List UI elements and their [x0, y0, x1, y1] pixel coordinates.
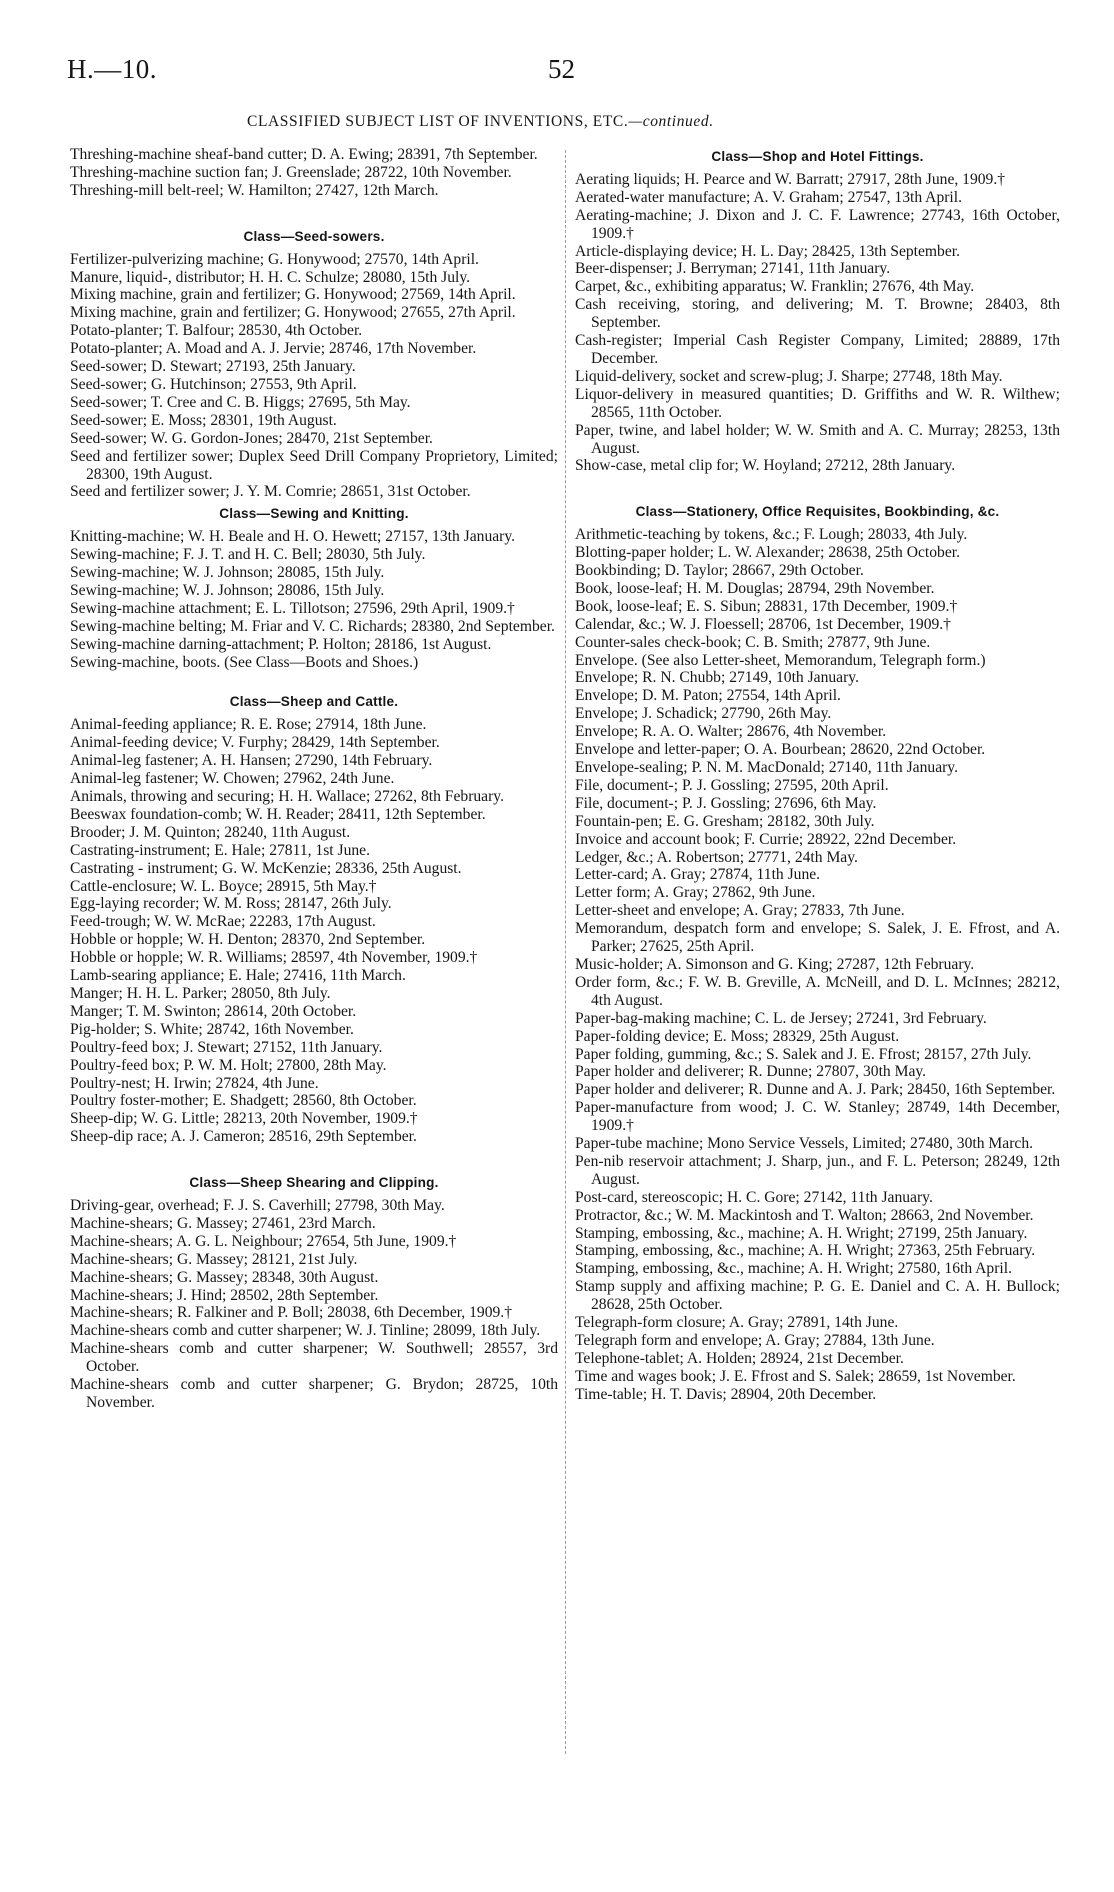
list-entry: Machine-shears; G. Massey; 28348, 30th August.	[70, 1268, 379, 1286]
list-entry: Stamping, embossing, &c., machine; A. H. Wright; 27363, 25th February.	[575, 1242, 1036, 1260]
list-entry: Beeswax foundation-comb; W. H. Reader; 28411, 12th September.	[70, 805, 486, 823]
list-entry: Time and wages book; J. E. Ffrost and S. Salek; 28659, 1st November.	[575, 1367, 1016, 1385]
list-entry: Music-holder; A. Simonson and G. King; 27287, 12th February.	[575, 955, 975, 973]
list-entry: Letter-sheet and envelope; A. Gray; 27833, 7th June.	[575, 902, 905, 920]
list-entry: Paper folding, gumming, &c.; S. Salek and J. E. Ffrost; 28157, 27th July.	[575, 1045, 1032, 1063]
list-entry: Ledger, &c.; A. Robertson; 27771, 24th May.	[575, 848, 858, 866]
list-entry: Seed and fertilizer sower; Duplex Seed Drill Company Proprietory, Limited; 28300, 19th August.	[70, 447, 558, 483]
list-entry: Article-displaying device; H. L. Day; 28425, 13th September.	[575, 242, 960, 260]
list-entry: Envelope and letter-paper; O. A. Bourbean; 28620, 22nd October.	[575, 741, 986, 759]
list-entry: Invoice and account book; F. Currie; 28922, 22nd December.	[575, 830, 957, 848]
list-entry: Seed-sower; E. Moss; 28301, 19th August.	[70, 411, 337, 429]
list-entry: Aerating-machine; J. Dixon and J. C. F. Lawrence; 27743, 16th October, 1909.†	[575, 206, 1060, 242]
list-entry: Paper holder and deliverer; R. Dunne and A. J. Park; 28450, 16th September.	[575, 1081, 1056, 1099]
list-entry: Sheep-dip race; A. J. Cameron; 28516, 29th September.	[70, 1128, 417, 1146]
right-column	[575, 146, 1060, 1404]
list-entry: Seed-sower; T. Cree and C. B. Higgs; 27695, 5th May.	[70, 393, 411, 411]
list-entry: Animal-feeding appliance; R. E. Rose; 27914, 18th June.	[70, 716, 427, 734]
list-entry: Pen-nib reservoir attachment; J. Sharp, jun., and F. L. Peterson; 28249, 12th August.	[575, 1152, 1060, 1188]
list-entry: File, document-; P. J. Gossling; 27696, 6th May.	[575, 794, 877, 812]
list-entry: Stamp supply and affixing machine; P. G. E. Daniel and C. A. H. Bullock; 28628, 25th October.	[575, 1278, 1060, 1314]
list-entry: Sewing-machine; W. J. Johnson; 28085, 15th July.	[70, 564, 385, 582]
list-entry: Potato-planter; T. Balfour; 28530, 4th October.	[70, 322, 363, 340]
heading-shop-hotel: Class—Shop and Hotel Fittings.	[711, 149, 924, 164]
page-number: 52	[548, 54, 575, 84]
list-entry: Order form, &c.; F. W. B. Greville, A. McNeill, and D. L. McInnes; 28212, 4th August.	[575, 973, 1060, 1009]
list-entry: Animal-feeding device; V. Furphy; 28429, 14th September.	[70, 734, 440, 752]
list-entry: Threshing-machine sheaf-band cutter; D. A. Ewing; 28391, 7th September.	[70, 146, 538, 163]
heading-sheep-cattle: Class—Sheep and Cattle.	[229, 694, 399, 710]
list-entry: Brooder; J. M. Quinton; 28240, 11th August.	[70, 823, 351, 841]
list-entry: Memorandum, despatch form and envelope; S. Salek, J. E. Ffrost, and A. Parker; 27625, 25th April.	[575, 920, 1060, 956]
list-entry: Machine-shears; R. Falkiner and P. Boll; 28038, 6th December, 1909.†	[70, 1304, 512, 1322]
heading-seed-sowers: Class—Seed-sowers.	[243, 228, 385, 244]
list-entry: Castrating-instrument; E. Hale; 27811, 1st June.	[70, 841, 370, 859]
sheep-shearing-entries	[70, 1197, 558, 1412]
list-entry: Sewing-machine; F. J. T. and H. C. Bell; 28030, 5th July.	[70, 546, 426, 564]
list-entry: Envelope; D. M. Paton; 27554, 14th April.	[575, 687, 841, 705]
list-entry: Envelope; J. Schadick; 27790, 26th May.	[575, 705, 832, 723]
list-entry: Fountain-pen; E. G. Gresham; 28182, 30th July.	[575, 812, 875, 830]
list-entry: Envelope; R. N. Chubb; 27149, 10th January.	[575, 669, 859, 687]
list-entry: Liquor-delivery in measured quantities; D. Griffiths and W. R. Wilthew; 28565, 11th October.	[575, 385, 1060, 421]
list-entry: Sewing-machine attachment; E. L. Tillotson; 27596, 29th April, 1909.†	[70, 599, 515, 617]
list-entry: Animal-leg fastener; W. Chowen; 27962, 24th June.	[70, 770, 395, 788]
page-title-text: CLASSIFIED SUBJECT LIST OF INVENTIONS, ETC.	[247, 113, 629, 130]
list-entry: Paper-folding device; E. Moss; 28329, 25th August.	[575, 1027, 900, 1045]
left-column	[70, 146, 558, 1412]
shop-hotel-entries	[575, 171, 1060, 475]
list-entry: Paper-bag-making machine; C. L. de Jersey; 27241, 3rd February.	[575, 1009, 987, 1027]
list-entry: Envelope-sealing; P. N. M. MacDonald; 27140, 11th January.	[575, 759, 958, 776]
list-entry: Cash receiving, storing, and delivering; M. T. Browne; 28403, 8th September.	[575, 296, 1060, 332]
list-entry: Aerating liquids; H. Pearce and W. Barratt; 27917, 28th June, 1909.†	[575, 170, 1006, 188]
column-divider	[565, 150, 566, 1754]
list-entry: Mixing machine, grain and fertilizer; G. Honywood; 27569, 14th April.	[70, 286, 516, 304]
page-reference: H.—10.	[67, 54, 157, 84]
list-entry: Poultry-feed box; J. Stewart; 27152, 11th January.	[70, 1038, 383, 1056]
list-entry: Threshing-mill belt-reel; W. Hamilton; 27427, 12th March.	[70, 181, 439, 199]
list-entry: Sewing-machine; W. J. Johnson; 28086, 15th July.	[70, 581, 385, 599]
list-entry: Sheep-dip; W. G. Little; 28213, 20th November, 1909.†	[70, 1110, 418, 1128]
list-entry: Poultry foster-mother; E. Shadgett; 28560, 8th October.	[70, 1092, 417, 1110]
heading-stationery: Class—Stationery, Office Requisites, Bookbinding, &c.	[635, 504, 1000, 520]
list-entry: Seed-sower; D. Stewart; 27193, 25th January.	[70, 358, 356, 376]
list-entry: Machine-shears comb and cutter sharpener; G. Brydon; 28725, 10th November.	[70, 1376, 558, 1411]
seed-sowers-entries	[70, 251, 558, 502]
list-entry: Sewing-machine darning-attachment; P. Holton; 28186, 1st August.	[70, 635, 492, 653]
list-entry: Telegraph form and envelope; A. Gray; 27884, 13th June.	[575, 1332, 935, 1349]
list-entry: Manure, liquid-, distributor; H. H. C. Schulze; 28080, 15th July.	[70, 268, 471, 286]
list-entry: Book, loose-leaf; H. M. Douglas; 28794, 29th November.	[575, 579, 935, 597]
heading-sewing-knitting: Class—Sewing and Knitting.	[219, 506, 409, 522]
list-entry: Time-table; H. T. Davis; 28904, 20th December.	[575, 1385, 877, 1403]
list-entry: Stamping, embossing, &c., machine; A. H. Wright; 27580, 16th April.	[575, 1260, 1012, 1278]
list-entry: Machine-shears; A. G. L. Neighbour; 27654, 5th June, 1909.†	[70, 1232, 457, 1250]
list-entry: Calendar, &c.; W. J. Floessell; 28706, 1st December, 1909.†	[575, 615, 951, 633]
list-entry: Knitting-machine; W. H. Beale and H. O. Hewett; 27157, 13th January.	[70, 528, 516, 546]
list-entry: Paper, twine, and label holder; W. W. Smith and A. C. Murray; 28253, 13th August.	[575, 421, 1060, 457]
list-entry: Machine-shears; G. Massey; 28121, 21st July.	[70, 1250, 358, 1268]
heading-sheep-shearing: Class—Sheep Shearing and Clipping.	[189, 1175, 439, 1191]
list-entry: Animals, throwing and securing; H. H. Wallace; 27262, 8th February.	[70, 788, 504, 805]
list-entry: Pig-holder; S. White; 28742, 16th November.	[70, 1020, 354, 1038]
page-title-suffix: —continued.	[628, 113, 714, 130]
list-entry: Carpet, &c., exhibiting apparatus; W. Franklin; 27676, 4th May.	[575, 278, 975, 296]
list-entry: Sewing-machine belting; M. Friar and V. C. Richards; 28380, 2nd September.	[70, 617, 555, 635]
sheep-cattle-entries	[70, 716, 558, 1146]
list-entry: Hobble or hopple; W. H. Denton; 28370, 2nd September.	[70, 931, 426, 949]
list-entry: Blotting-paper holder; L. W. Alexander; 28638, 25th October.	[575, 544, 961, 562]
list-entry: Aerated-water manufacture; A. V. Graham; 27547, 13th April.	[575, 188, 962, 206]
list-entry: Egg-laying recorder; W. M. Ross; 28147, 26th July.	[70, 895, 392, 913]
intro-entries	[70, 146, 558, 200]
list-entry: Threshing-machine suction fan; J. Greenslade; 28722, 10th November.	[70, 163, 512, 181]
list-entry: Fertilizer-pulverizing machine; G. Honywood; 27570, 14th April.	[70, 250, 479, 268]
list-entry: File, document-; P. J. Gossling; 27595, 20th April.	[575, 776, 889, 794]
list-entry: Stamping, embossing, &c., machine; A. H. Wright; 27199, 25th January.	[575, 1224, 1028, 1242]
list-entry: Letter-card; A. Gray; 27874, 11th June.	[575, 866, 821, 884]
list-entry: Envelope; R. A. O. Walter; 28676, 4th November.	[575, 723, 887, 741]
page-title	[247, 113, 714, 131]
list-entry: Post-card, stereoscopic; H. C. Gore; 27142, 11th January.	[575, 1188, 933, 1206]
list-entry: Seed-sower; G. Hutchinson; 27553, 9th April.	[70, 375, 357, 393]
list-entry: Cattle-enclosure; W. L. Boyce; 28915, 5th May.†	[70, 877, 377, 895]
list-entry: Sewing-machine, boots. (See Class—Boots and Shoes.)	[70, 653, 419, 671]
list-entry: Show-case, metal clip for; W. Hoyland; 27212, 28th January.	[575, 457, 956, 475]
list-entry: Cash-register; Imperial Cash Register Company, Limited; 28889, 17th December.	[575, 332, 1060, 367]
list-entry: Envelope. (See also Letter-sheet, Memorandum, Telegraph form.)	[575, 651, 986, 669]
list-entry: Driving-gear, overhead; F. J. S. Caverhill; 27798, 30th May.	[70, 1197, 445, 1215]
list-entry: Animal-leg fastener; A. H. Hansen; 27290, 14th February.	[70, 752, 433, 770]
list-entry: Telephone-tablet; A. Holden; 28924, 21st December.	[575, 1349, 904, 1367]
list-entry: Feed-trough; W. W. McRae; 22283, 17th August.	[70, 913, 376, 931]
list-entry: Protractor, &c.; W. M. Mackintosh and T. Walton; 28663, 2nd November.	[575, 1206, 1034, 1224]
list-entry: Machine-shears; G. Massey; 27461, 23rd March.	[70, 1214, 376, 1232]
list-entry: Counter-sales check-book; C. B. Smith; 27877, 9th June.	[575, 633, 931, 651]
list-entry: Paper holder and deliverer; R. Dunne; 27807, 30th May.	[575, 1063, 927, 1081]
list-entry: Manger; T. M. Swinton; 28614, 20th October.	[70, 1002, 357, 1020]
list-entry: Machine-shears comb and cutter sharpener; W. Southwell; 28557, 3rd October.	[70, 1340, 558, 1376]
list-entry: Castrating - instrument; G. W. McKenzie; 28336, 25th August.	[70, 859, 462, 877]
sewing-knitting-entries	[70, 528, 558, 671]
stationery-entries	[575, 526, 1060, 1403]
list-entry: Seed and fertilizer sower; J. Y. M. Comrie; 28651, 31st October.	[70, 483, 471, 501]
list-entry: Manger; H. H. L. Parker; 28050, 8th July.	[70, 984, 331, 1002]
list-entry: Machine-shears comb and cutter sharpener; W. J. Tinline; 28099, 18th July.	[70, 1322, 541, 1340]
list-entry: Poultry-feed box; P. W. M. Holt; 27800, 28th May.	[70, 1056, 387, 1074]
list-entry: Machine-shears; J. Hind; 28502, 28th September.	[70, 1286, 379, 1304]
list-entry: Paper-tube machine; Mono Service Vessels, Limited; 27480, 30th March.	[575, 1135, 1034, 1153]
list-entry: Seed-sower; W. G. Gordon-Jones; 28470, 21st September.	[70, 429, 433, 447]
list-entry: Bookbinding; D. Taylor; 28667, 29th October.	[575, 562, 864, 580]
list-entry: Beer-dispenser; J. Berryman; 27141, 11th January.	[575, 260, 891, 278]
list-entry: Paper-manufacture from wood; J. C. W. Stanley; 28749, 14th December, 1909.†	[575, 1099, 1060, 1135]
list-entry: Lamb-searing appliance; E. Hale; 27416, 11th March.	[70, 967, 406, 985]
list-entry: Hobble or hopple; W. R. Williams; 28597, 4th November, 1909.†	[70, 949, 478, 967]
list-entry: Liquid-delivery, socket and screw-plug; J. Sharpe; 27748, 18th May.	[575, 367, 1003, 385]
list-entry: Arithmetic-teaching by tokens, &c.; F. Lough; 28033, 4th July.	[575, 526, 968, 544]
list-entry: Book, loose-leaf; E. S. Sibun; 28831, 17th December, 1909.†	[575, 597, 958, 615]
list-entry: Potato-planter; A. Moad and A. J. Jervie; 28746, 17th November.	[70, 340, 477, 358]
list-entry: Telegraph-form closure; A. Gray; 27891, 14th June.	[575, 1314, 899, 1332]
list-entry: Mixing machine, grain and fertilizer; G. Honywood; 27655, 27th April.	[70, 304, 516, 322]
list-entry: Letter form; A. Gray; 27862, 9th June.	[575, 884, 816, 902]
list-entry: Poultry-nest; H. Irwin; 27824, 4th June.	[70, 1074, 319, 1092]
